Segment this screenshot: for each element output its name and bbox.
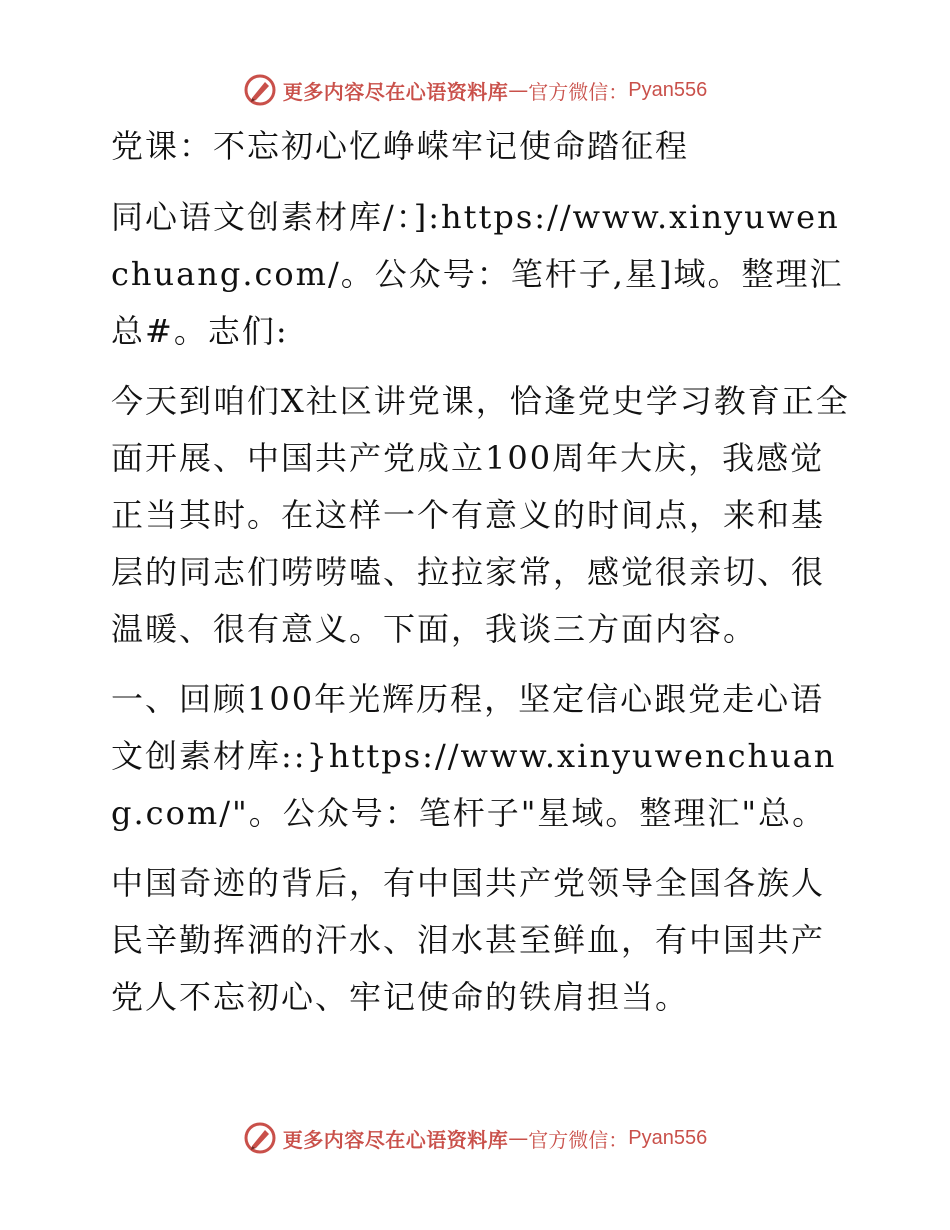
banner-wechat-id: Pyan556 (628, 78, 708, 101)
banner-dash: — (508, 78, 529, 102)
banner-main-text: 更多内容尽在心语资料库 (282, 79, 509, 104)
paragraph-4: 中国奇迹的背后，有中国共产党领导全国各族人民辛勤挥洒的汗水、泪水甚至鲜血，有中国共产党人不忘初心、牢记使命的铁肩担当。 (111, 864, 826, 1016)
banner-main-text: 更多内容尽在心语资料库 (282, 1127, 509, 1152)
banner-dash: — (508, 1126, 529, 1150)
banner-wechat-label: 官方微信： (528, 1127, 629, 1152)
banner-wechat-id: Pyan556 (628, 1126, 708, 1149)
paragraph-1: 同心语文创素材库/：]:https://www.xinyuwenchuang.com/。公众号：笔杆子,星]域。整理汇总#。志们: (111, 198, 844, 350)
document-body (97, 118, 857, 1039)
paragraph-3: 一、回顾100年光辉历程，坚定信心跟党走心语文创素材库::}https://www.xinyuwenchuang.com/"。公众号：笔杆子"星域。整理汇"总。 (111, 680, 837, 832)
pen-logo-icon (243, 1121, 277, 1155)
document-title: 党课：不忘初心忆峥嵘牢记使命踏征程 (111, 127, 690, 165)
paragraph-2: 今天到咱们X社区讲党课，恰逢党史学习教育正全面开展、中国共产党成立100周年大庆，我感觉正当其时。在这样一个有意义的时间点，来和基层的同志们唠唠嗑、拉拉家常，感觉很亲切、很温暖、很有意义。下面，我谈三方面内容。 (111, 382, 850, 648)
footer-watermark-banner (0, 1118, 950, 1158)
pen-logo-icon (243, 73, 277, 107)
header-watermark-banner (0, 70, 950, 110)
banner-wechat-label: 官方微信： (528, 79, 629, 104)
